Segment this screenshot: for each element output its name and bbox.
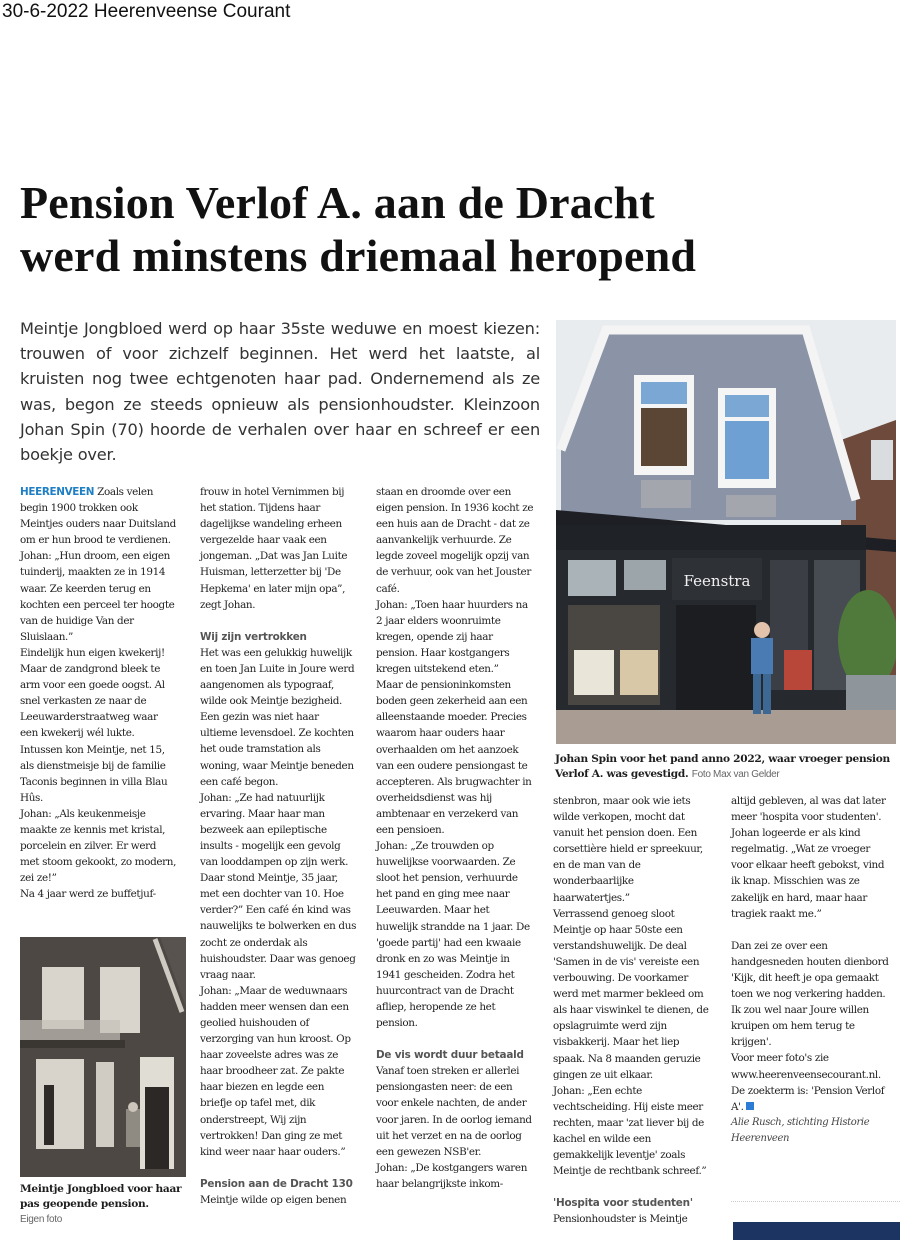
article-column-3 <box>376 484 534 1192</box>
historic-house-illustration <box>20 937 186 1177</box>
subheading: Wij zijn vertrokken <box>200 630 307 643</box>
paragraph: Zoals velen begin 1900 trokken ook Meintjes ouders naar Duitsland om er hun brood te verdienen. <box>20 486 176 547</box>
paragraph: Verrassend genoeg sloot Meintje op haar 50ste een verstandshuwelijk. De deal 'Samen in de vis' vereiste een verbouwing. De voorkamer werd met marmer bekleed om als haar viswinkel te dienen, de opslagruimte werd zijn visbakkerij. Maar het liep spaak. Na 8 maanden geruzie gingen ze uit elkaar. <box>553 907 709 1081</box>
photo-storefront-2022 <box>556 320 896 744</box>
photo-caption-historic <box>20 1182 200 1227</box>
storefront-illustration <box>556 320 896 744</box>
paragraph: Na 4 jaar werd ze buffetjuf- <box>20 888 156 901</box>
paragraph: stenbron, maar ook wie iets wilde verkopen, mocht dat vanuit het pension doen. Een corsettière hield er spreekuur, en de man van de wonderbaarlijke haarwatertjes.” <box>553 795 703 904</box>
byline: Alie Rusch, stichting Historie Heerenveen <box>731 1116 870 1144</box>
paragraph: Pensionhoudster is Meintje <box>553 1213 688 1226</box>
dateline: HEERENVEEN <box>20 486 95 498</box>
subheading: Pension aan de Dracht 130 <box>200 1177 353 1190</box>
paragraph: Johan: „Een echte vechtscheiding. Hij eiste meer rechten, maar 'zat liever bij de kachel en wilde een gemakkelijk leventje' zoals Meintje de rechtbank schreef.” <box>553 1084 707 1178</box>
article-intro: Meintje Jongbloed werd op haar 35ste weduwe en moest kiezen: trouwen of voor zichzelf beginnen. Het werd het laatste, al kruisten nog twee echtgenoten haar pad. Ondernemend als ze was, begon ze steeds opnieuw als pensionhoudster. Kleinzoon Johan Spin (70) hoorde de verhalen over haar en schreef er een boekje over. <box>20 319 540 465</box>
paragraph: Voor meer foto's zie www.heerenveensecourant.nl. De zoekterm is: 'Pension Verlof A'. <box>731 1052 885 1113</box>
article-column-2 <box>200 484 358 1208</box>
photo-credit: Eigen foto <box>20 1214 63 1225</box>
paragraph: Dan zei ze over een handgesneden houten dienbord 'Kijk, dit heeft je opa gemaakt toen we nog verkering hadden. Ik zou wel naar Joure willen kruipen om hem terug te krijgen'. <box>731 939 889 1049</box>
end-of-article-icon <box>746 1102 754 1110</box>
paragraph: Johan: „Ze had natuurlijk ervaring. Maar haar man bezweek aan epileptische insults - mogelijk een gevolg van looddampen op zijn werk. Daar stond Meintje, 35 jaar, met een dochter van 10. Hoe verder?” Een café én kind was nauwelijks te bolwerken en dus zocht ze onderdak als huishoudster. Daar was genoeg vraag naar. <box>200 791 357 981</box>
photo-credit: Foto Max van Gelder <box>691 769 780 780</box>
headline-line-1: Pension Verlof A. aan de Dracht <box>20 177 655 228</box>
headline-line-2: werd minstens driemaal heropend <box>20 230 697 281</box>
paragraph: Het was een gelukkig huwelijk en toen Jan Luite in Joure werd aangenomen als typograaf, wilde ook Meintje bezigheid. Een gezin was niet haar ultieme levensdoel. Ze kochten het oude tramstation als woning, waar Meintje beneden een café begon. <box>200 646 355 788</box>
photo-caption-2022 <box>555 752 900 782</box>
subheading: De vis wordt duur betaald <box>376 1049 524 1062</box>
article-column-4 <box>553 793 711 1227</box>
photo-historic-pension <box>20 937 186 1177</box>
subheading: 'Hospita voor studenten' <box>553 1197 693 1210</box>
paragraph: Johan: „Als keukenmeisje maakte ze kennis met kristal, porcelein en zilver. Er werd met stoom gekookt, zo modern, zei ze!” <box>20 807 177 885</box>
paragraph: Eindelijk hun eigen kwekerij! Maar de zandgrond bleek te arm voor een goede oogst. Al snel verkasten ze naar de Leeuwarderstraatweg waar een kwekerij wél lukte. Intussen kon Meintje, net 15, als dienstmeisje bij de familie Taconis beginnen in villa Blau Hûs. <box>20 646 168 804</box>
paragraph: Johan: „Maar de weduwnaars hadden meer wensen dan een geolied huishouden of verzorging van hun kroost. Op haar zoveelste adres was ze haar broodheer zat. Ze pakte haar biezen en legde een briefje op tafel met, dik onderstreept, Wij zijn vertrokken! Dan ging ze met kind weer naar haar ouders.” <box>200 984 351 1158</box>
divider <box>731 1201 900 1202</box>
paragraph: altijd gebleven, al was dat later meer 'hospita voor studenten'. Johan logeerde er als kind regelmatig. „Wat ze vroeger voor elkaar heeft gebokst, vind ik knap. Misschien was ze zakelijk en hard, maar haar tragiek raakt me.” <box>731 795 886 920</box>
paragraph: Johan: „Hun droom, een eigen tuinderij, maakten ze in 1914 waar. Ze keerden terug en kochten een perceel ter hoogte van de huidige Van der Sluislaan.” <box>20 550 175 643</box>
paragraph: Meintje wilde op eigen benen <box>200 1193 347 1206</box>
paragraph: Johan: „De kostgangers waren haar belangrijkste inkom- <box>376 1161 528 1190</box>
shop-sign-text: Feenstra <box>683 572 751 590</box>
paragraph: Johan: „Ze trouwden op huwelijkse voorwaarden. Ze sloot het pension, verhuurde het pand en ging mee naar Leeuwarden. Maar het huwelijk strandde na 1 jaar. De 'goede partij' had een kwaaie dronk en zo was Meintje in 1941 gescheiden. Zodra het huurcontract van de Dracht afliep, heropende ze het pension. <box>376 840 530 1030</box>
paragraph: Johan: „Toen haar huurders na 2 jaar elders woonruimte kregen, opende zij haar pension. Haar kostgangers kregen uitstekend eten.” <box>376 598 528 676</box>
footer-bar <box>733 1222 900 1240</box>
caption-text: Johan Spin voor het pand anno 2022, waar vroeger pension Verlof A. was gevestigd. <box>555 753 890 780</box>
page-source-label: 30-6-2022 Heerenveense Courant <box>2 1 291 22</box>
article-headline <box>20 176 890 282</box>
article-column-5 <box>731 793 889 1147</box>
caption-text: Meintje Jongbloed voor haar pas geopende pension. <box>20 1183 182 1210</box>
paragraph: Maar de pensioninkomsten boden geen zekerheid aan een alleenstaande moeder. Precies waarom haar ouders haar overhaalden om het aanzoek van een oudere pensiongast te accepteren. Als brugwachter in overheidsdienst was hij ambtenaar en verzekerd van een pensioen. <box>376 679 532 836</box>
paragraph: Vanaf toen streken er allerlei pensiongasten neer: de een voor enkele nachten, de ander voor jaren. In de oorlog iemand uit het verzet en na de oorlog een gewezen NSB'er. <box>376 1065 532 1158</box>
paragraph: frouw in hotel Vernimmen bij het station. Tijdens haar dagelijkse wandeling erheen vergezelde haar vaak een jongeman. „Dat was Jan Luite Huisman, letterzetter bij 'De Hepkema' en later mijn opa”, zegt Johan. <box>200 486 348 611</box>
article-column-1 <box>20 484 178 902</box>
paragraph: staan en droomde over een eigen pension. In 1936 kocht ze een huis aan de Dracht - dat ze aanvankelijk verhuurde. Ze legde zoveel mogelijk opzij van de verhuur, ook van het Jouster café. <box>376 486 534 595</box>
